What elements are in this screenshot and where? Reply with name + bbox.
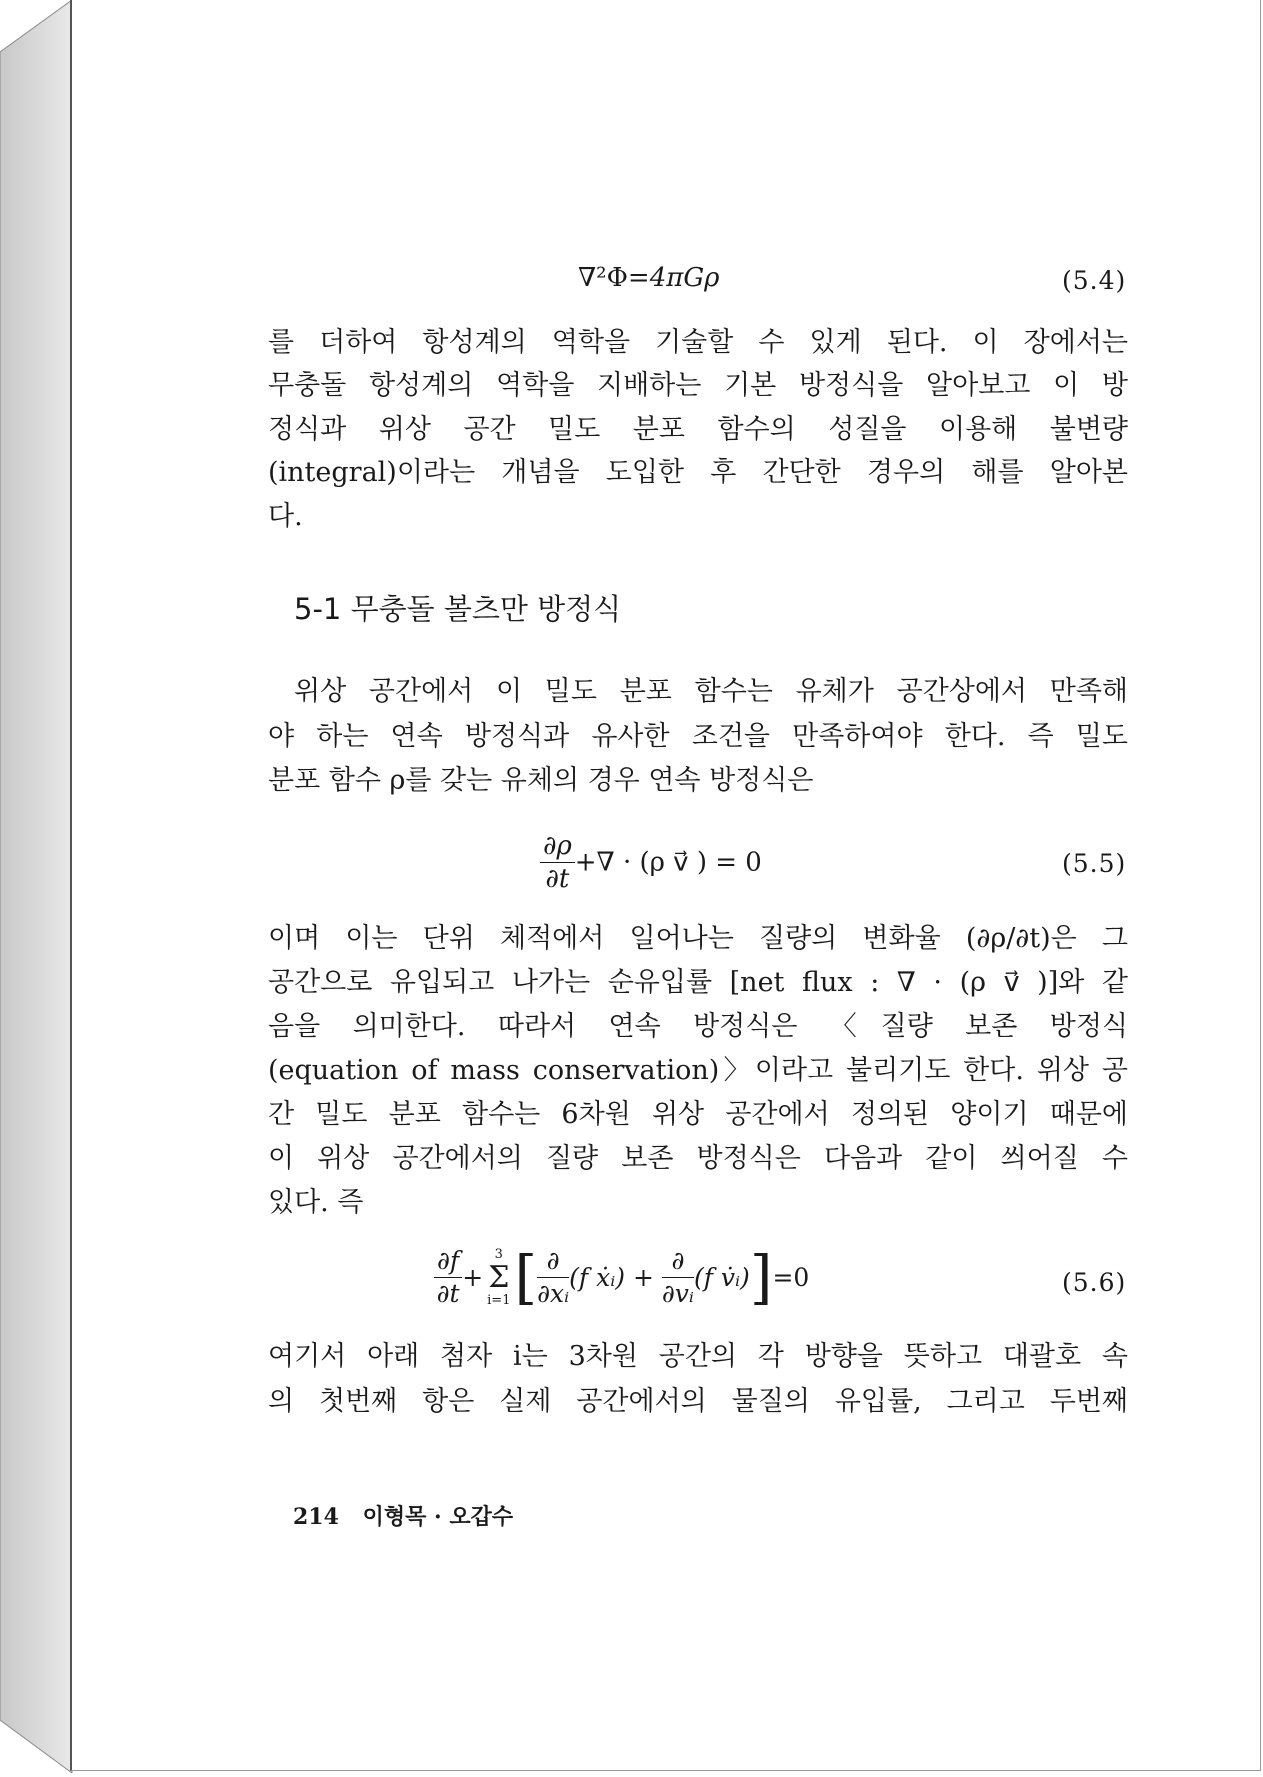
book-spine-edge	[0, 0, 74, 1773]
page-footer	[293, 1500, 513, 1531]
summation: 3 Σ i=1	[487, 1246, 511, 1308]
text-line: 를 더하여 항성계의 역학을 기술할 수 있게 된다. 이 장에서는	[268, 327, 1128, 358]
authors: 이형목 · 오갑수	[362, 1504, 514, 1530]
text-line: 야 하는 연속 방정식과 유사한 조건을 만족하여야 한다. 즉 밀도	[268, 721, 1128, 752]
fraction: $\frac{\partial}{\text{∂xᵢ}}$	[537, 1246, 570, 1308]
text-line: 간 밀도 분포 함수는 6차원 위상 공간에서 정의된 양이기 때문에	[268, 1099, 1128, 1130]
equation-number: (5.6)	[1062, 1268, 1127, 1297]
equation-5-4: ∇²Φ=4πGρ	[578, 263, 720, 293]
text-line: 공간으로 유입되고 나가는 순유입률 [net flux : ∇ · (ρ v⃗ )]와 같	[268, 967, 1128, 998]
text-line: 분포 함수 ρ를 갖는 유체의 경우 연속 방정식은	[268, 765, 814, 796]
text-line: 음을 의미한다. 따라서 연속 방정식은 〈질량 보존 방정식	[268, 1011, 1128, 1042]
page-number: 214	[293, 1504, 339, 1530]
text-line: 이며 이는 단위 체적에서 일어나는 질량의 변화율 (∂ρ/∂t)은 그	[268, 923, 1128, 954]
text-line: 있다. 즉	[268, 1187, 364, 1218]
equation-5-5: $\frac{\partial\rho}{\partial t}$ +∇ · (ρ v⃗ ) = 0	[540, 830, 762, 895]
text-line: 이 위상 공간에서의 질량 보존 방정식은 다음과 같이 씌어질 수	[268, 1143, 1128, 1174]
text-line: 여기서 아래 첨자 i는 3차원 공간의 각 방향을 뜻하고 대괄호 속	[268, 1341, 1128, 1372]
text-line: (integral)이라는 개념을 도입한 후 간단한 경우의 해를 알아본	[268, 457, 1128, 488]
text-line: 정식과 위상 공간 밀도 분포 함수의 성질을 이용해 불변량	[268, 414, 1128, 445]
equation-number: (5.5)	[1062, 849, 1127, 878]
fraction: $\frac{\partial\rho}{\partial t}$	[540, 830, 575, 895]
text-line: 위상 공간에서 이 밀도 분포 함수는 유체가 공간상에서 만족해	[294, 676, 1128, 707]
fraction: $\frac{\partial}{\text{∂vᵢ}}$	[661, 1246, 694, 1308]
section-heading: 5-1 무충돌 볼츠만 방정식	[294, 592, 622, 626]
text-line: (equation of mass conservation)〉이라고 불리기도 한다. 위상 공	[268, 1055, 1128, 1086]
text-line: 다.	[268, 501, 303, 532]
fraction: $\frac{\partial f}{\partial t}$	[434, 1245, 462, 1310]
text-line: 무충돌 항성계의 역학을 지배하는 기본 방정식을 알아보고 이 방	[268, 370, 1128, 401]
equation-5-6: $\frac{\partial f}{\partial t}$ + 3 Σ i=1 [ $\frac{\partial}{\text{∂xᵢ}}$ (f ẋᵢ) + $\frac{\partial}{\text{∂vᵢ}}$ (f v̇ᵢ)]=0	[434, 1245, 809, 1310]
equation-number: (5.4)	[1062, 266, 1127, 295]
text-line: 의 첫번째 항은 실제 공간에서의 물질의 유입률, 그리고 두번째	[268, 1386, 1128, 1417]
